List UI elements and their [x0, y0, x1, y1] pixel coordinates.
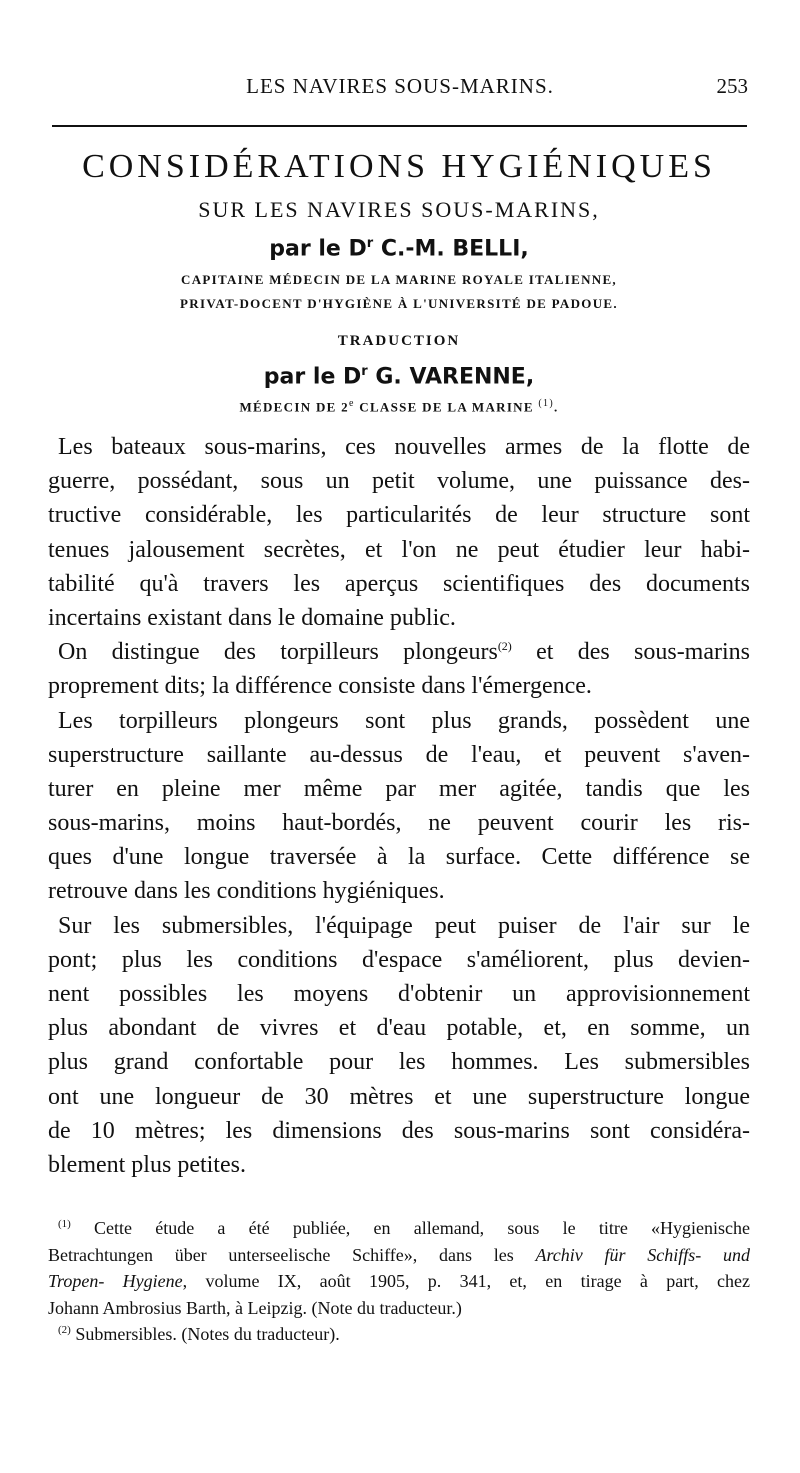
author-affiliation-2: PRIVAT-DOCENT D'HYGIÈNE À L'UNIVERSITÉ DE PADOUE.: [180, 296, 618, 311]
paragraph-line-part: On distingue des torpilleurs plongeurs: [58, 639, 498, 666]
translator-name: G. VARENNE,: [367, 364, 535, 390]
paragraph-line: guerre, possédant, sous un petit volume, une puissance des-: [48, 468, 750, 495]
paragraph-line: plus grand confortable pour les hommes. Les submersibles: [48, 1049, 750, 1076]
paragraph-line: sous-marins, moins haut-bordés, ne peuvent courir les ris-: [48, 810, 750, 837]
paragraph-line: ques d'une longue traversée à la surface. Cette différence se: [48, 844, 750, 871]
running-header: [52, 70, 748, 104]
paragraph-line: pont; plus les conditions d'espace s'améliorent, plus devien-: [48, 946, 750, 973]
footnote-1-line: Johann Ambrosius Barth, à Leipzig. (Note du traducteur.): [48, 1297, 462, 1318]
paragraph-line: blement plus petites.: [48, 1151, 246, 1178]
translator-prefix: par le D: [263, 364, 362, 390]
paragraph-line: retrouve dans les conditions hygiéniques.: [48, 878, 445, 905]
translator-line: [48, 364, 750, 389]
paragraph-line: plus abondant de vivres et d'eau potable, et, en somme, un: [48, 1015, 750, 1042]
paragraph-line: tenues jalousement secrètes, et l'on ne peut étudier leur habi-: [48, 536, 750, 563]
author-prefix: par le D: [269, 236, 367, 262]
translator-affiliation-sup: e: [348, 398, 355, 409]
article-title: CONSIDÉRATIONS HYGIÉNIQUES: [82, 148, 716, 185]
article-subtitle: SUR LES NAVIRES SOUS-MARINS,: [198, 197, 600, 222]
footnote-1-line: [48, 1268, 750, 1295]
paragraph-line: [48, 635, 750, 669]
footnote-2-line: [48, 1321, 750, 1348]
paragraph-line-part: et des sous-marins: [511, 639, 751, 666]
footnote-text: Submersibles. (Notes du traducteur).: [70, 1324, 340, 1344]
footnote-ref-1: (1): [538, 398, 554, 409]
paragraph-line: incertains existant dans le domaine public.: [48, 604, 456, 631]
footnote-text: , volume IX, août 1905, p. 341, et, en tirage à part, chez: [182, 1271, 750, 1291]
footnotes: [48, 1215, 750, 1348]
body-text: [48, 430, 750, 1182]
paragraph-line: turer en pleine mer même par mer agitée, tandis que les: [48, 775, 750, 802]
author-prefix-sup: r: [366, 236, 374, 251]
translator-prefix-sup: r: [361, 364, 368, 379]
author-line: [48, 236, 750, 261]
footnote-ref-2: (2): [497, 639, 512, 654]
journal-title: Archiv für Schiffs- und: [535, 1244, 750, 1265]
paragraph-line: ont une longueur de 30 mètres et une superstructure longue: [48, 1083, 750, 1110]
journal-title: Tropen- Hygiene: [48, 1271, 183, 1291]
translator-affiliation-rest: CLASSE DE LA MARINE: [354, 399, 539, 415]
paragraph-line: tabilité qu'à travers les aperçus scientifiques des documents: [48, 570, 750, 597]
footnote-1-line: [48, 1242, 750, 1269]
paragraph-line: superstructure saillante au-dessus de l'eau, et peuvent s'aven-: [48, 741, 750, 768]
paragraph-line: Les bateaux sous-marins, ces nouvelles armes de la flotte de: [58, 434, 750, 460]
author-name: C.-M. BELLI,: [373, 236, 529, 262]
header-rule: [52, 125, 747, 127]
paragraph-line: de 10 mètres; les dimensions des sous-marins sont considéra-: [48, 1117, 750, 1144]
translator-affiliation-end: .: [553, 399, 559, 415]
paragraph-line: Sur les submersibles, l'équipage peut puiser de l'air sur le: [58, 912, 750, 939]
paragraph-line: proprement dits; la différence consiste dans l'émergence.: [48, 673, 592, 700]
author-affiliation-1: CAPITAINE MÉDECIN DE LA MARINE ROYALE ITALIENNE,: [181, 272, 617, 287]
running-title: LES NAVIRES SOUS-MARINS.: [246, 74, 554, 98]
footnote-1-mark: (1): [58, 1218, 71, 1230]
translation-label: TRADUCTION: [337, 333, 461, 349]
translator-affiliation: [48, 398, 750, 415]
page-number: 253: [716, 74, 748, 98]
footnote-text: Betrachtungen über unterseelische Schiffe», dans les: [48, 1244, 536, 1265]
paragraph-line: nent possibles les moyens d'obtenir un approvisionnement: [48, 981, 750, 1007]
translator-affiliation-start: MÉDECIN DE 2: [239, 399, 349, 415]
paragraph-line: tructive considérable, les particularités de leur structure sont: [48, 502, 750, 529]
footnote-text: Cette étude a été publiée, en allemand, sous le titre «Hygienische: [70, 1218, 750, 1238]
footnote-1-line: [48, 1215, 750, 1242]
paragraph-line: Les torpilleurs plongeurs sont plus grands, possèdent une: [58, 707, 750, 734]
footnote-2-mark: (2): [58, 1324, 71, 1336]
